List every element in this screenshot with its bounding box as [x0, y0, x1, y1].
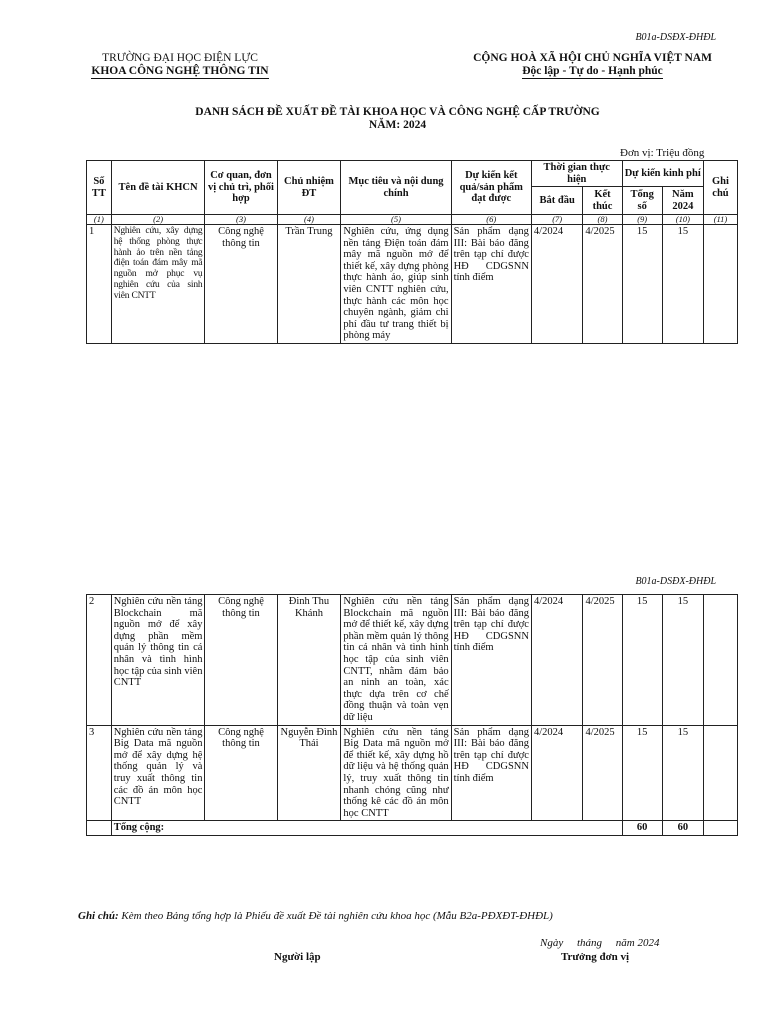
faculty-name: KHOA CÔNG NGHỆ THÔNG TIN — [91, 65, 269, 77]
document-title — [100, 106, 695, 132]
col-number: (3) — [205, 215, 277, 225]
col-end: Kết thúc — [583, 187, 622, 215]
row-start: 4/2024 — [531, 725, 583, 821]
title-line-2: NĂM: 2024 — [368, 119, 427, 131]
col-stt: Số TT — [87, 161, 112, 215]
signer-left: Người lập — [274, 951, 321, 963]
row-org: Công nghệ thông tin — [205, 595, 277, 726]
row-name: Nghiên cứu, xây dựng hệ thống phòng thực hành ảo trên nền tảng điện toán đám mây mã nguồn mở phục vụ nghiên cứu của sinh viên CNTT — [111, 225, 205, 344]
row-year: 15 — [662, 595, 703, 726]
row-end: 4/2025 — [583, 225, 622, 344]
col-budget: Dự kiến kinh phí — [622, 161, 703, 187]
footnote-text: Kèm theo Bảng tổng hợp là Phiếu đề xuất Đề tài nghiên cứu khoa học (Mẫu B2a-PĐXĐT-ĐHĐL) — [118, 910, 553, 922]
col-number: (9) — [622, 215, 662, 225]
row-end: 4/2025 — [583, 595, 622, 726]
total-sum: 60 — [622, 821, 662, 836]
row-name: Nghiên cứu nền tảng Blockchain mã nguồn mở để xây dựng phần mềm quản lý thông tin cá nhân và tình hình học tập của sinh viên CNTT — [111, 595, 205, 726]
title-line-1: DANH SÁCH ĐỀ XUẤT ĐỀ TÀI KHOA HỌC VÀ CÔNG NGHỆ CẤP TRƯỜNG — [195, 106, 600, 118]
col-goal: Mục tiêu và nội dung chính — [341, 161, 451, 215]
footnote-label: Ghi chú: — [78, 910, 119, 922]
row-org: Công nghệ thông tin — [205, 225, 277, 344]
row-goal: Nghiên cứu nền tảng Blockchain mã nguồn mở để thiết kế, xây dựng phần mềm quản lý thông tin cá nhân và tình hình học tập của sinh viên CNTT, nhằm đảm bảo an ninh an toàn, xác thực dựa trên cơ chế đồng thuận và toàn vẹn dữ liệu — [341, 595, 451, 726]
row-total: 15 — [622, 595, 662, 726]
total-note-cell — [703, 821, 737, 836]
col-number: (5) — [341, 215, 451, 225]
row-note — [703, 225, 737, 344]
total-row — [87, 821, 738, 836]
col-number: (2) — [111, 215, 205, 225]
column-number-row — [87, 215, 738, 225]
row-year: 15 — [662, 725, 703, 821]
header-row-1 — [87, 161, 738, 187]
table-row — [87, 725, 738, 821]
signer-right: Trưởng đơn vị — [561, 951, 630, 963]
unit-label: Đơn vị: Triệu đồng — [620, 147, 705, 159]
row-result: Sản phẩm dạng III: Bài báo đăng trên tạp chí được HĐ CDGSNN tính điểm — [451, 725, 531, 821]
row-goal: Nghiên cứu, ứng dụng nền tảng Điện toán đám mây mã nguồn mở để thiết kế, xây dựng phòng thực hành ảo, giúp sinh viên CNTT nghiên cứu, thực hành các môn học chuyên ngành, giảm chi phí đầu tư trang thiết bị phòng máy — [341, 225, 451, 344]
row-result: Sản phẩm dạng III: Bài báo đăng trên tạp chí được HĐ CDGSNN tính điểm — [451, 225, 531, 344]
date-line: Ngày tháng năm 2024 — [540, 937, 660, 949]
row-org: Công nghệ thông tin — [205, 725, 277, 821]
total-label: Tổng cộng: — [111, 821, 622, 836]
form-code-page-2: B01a-DSĐX-ĐHĐL — [635, 576, 716, 587]
col-number: (11) — [703, 215, 737, 225]
total-year: 60 — [662, 821, 703, 836]
row-name: Nghiên cứu nền tảng Big Data mã nguồn mở để xây dựng hệ thống quản lý và truy xuất thông tin các đồ án môn học CNTT — [111, 725, 205, 821]
row-note — [703, 725, 737, 821]
row-lead: Trần Trung — [277, 225, 341, 344]
col-lead: Chủ nhiệm ĐT — [277, 161, 341, 215]
col-time: Thời gian thực hiện — [531, 161, 622, 187]
row-year: 15 — [662, 225, 703, 344]
row-note — [703, 595, 737, 726]
col-number: (6) — [451, 215, 531, 225]
proposal-table-page-2 — [86, 594, 738, 836]
row-lead: Nguyễn Đình Thái — [277, 725, 341, 821]
col-total: Tổng số — [622, 187, 662, 215]
table-row — [87, 225, 738, 344]
row-start: 4/2024 — [531, 595, 583, 726]
university-name: TRƯỜNG ĐẠI HỌC ĐIỆN LỰC — [102, 52, 258, 64]
right-header — [450, 52, 735, 79]
row-total: 15 — [622, 225, 662, 344]
footnote — [78, 910, 553, 922]
col-result: Dự kiến kết quả/sản phẩm đạt được — [451, 161, 531, 215]
left-header — [70, 52, 290, 79]
row-total: 15 — [622, 725, 662, 821]
col-number: (1) — [87, 215, 112, 225]
table-row — [87, 595, 738, 726]
col-note: Ghi chú — [703, 161, 737, 215]
country-name: CỘNG HOÀ XÃ HỘI CHỦ NGHĨA VIỆT NAM — [473, 52, 712, 64]
form-code: B01a-DSĐX-ĐHĐL — [635, 32, 716, 43]
col-number: (10) — [662, 215, 703, 225]
col-name: Tên đề tài KHCN — [111, 161, 205, 215]
row-stt: 3 — [87, 725, 112, 821]
row-stt: 1 — [87, 225, 112, 344]
col-number: (8) — [583, 215, 622, 225]
col-year: Năm 2024 — [662, 187, 703, 215]
col-number: (7) — [531, 215, 583, 225]
row-result: Sản phẩm dạng III: Bài báo đăng trên tạp chí được HĐ CDGSNN tính điểm — [451, 595, 531, 726]
col-start: Bắt đầu — [531, 187, 583, 215]
proposal-table-page-1 — [86, 160, 738, 344]
row-lead: Đinh Thu Khánh — [277, 595, 341, 726]
row-stt: 2 — [87, 595, 112, 726]
row-goal: Nghiên cứu nền tảng Big Data mã nguồn mở để thiết kế, xây dựng hồ dữ liệu và hệ thống quản lý, truy xuất thông tin nhanh chóng cũng như thống kê các đồ án môn học CNTT — [341, 725, 451, 821]
row-end: 4/2025 — [583, 725, 622, 821]
col-number: (4) — [277, 215, 341, 225]
total-stt-cell — [87, 821, 112, 836]
col-org: Cơ quan, đơn vị chủ trì, phối hợp — [205, 161, 277, 215]
motto: Độc lập - Tự do - Hạnh phúc — [522, 65, 663, 77]
row-start: 4/2024 — [531, 225, 583, 344]
